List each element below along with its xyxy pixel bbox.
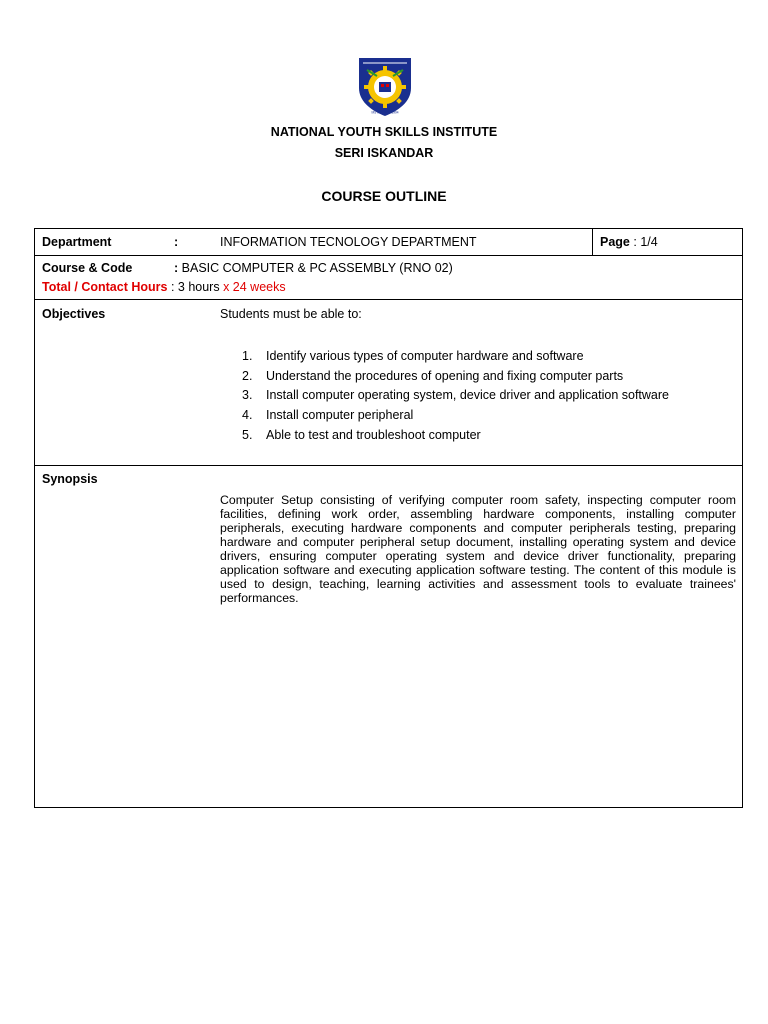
- course-code-value-line: [174, 261, 453, 275]
- contact-hours-line: [42, 280, 286, 294]
- department-separator: :: [174, 235, 179, 249]
- course-code-separator: :: [174, 261, 179, 275]
- objectives-intro: Students must be able to:: [220, 307, 362, 321]
- row-divider: [35, 465, 742, 466]
- department-label: Department: [42, 235, 112, 249]
- row-divider: [35, 255, 742, 256]
- synopsis-label: Synopsis: [42, 472, 98, 486]
- contact-hours-value: 3 hours: [174, 280, 220, 294]
- course-code-label: Course & Code: [42, 261, 133, 275]
- institute-name: NATIONAL YOUTH SKILLS INSTITUTE: [270, 125, 498, 139]
- contact-hours-weeks: x 24 weeks: [219, 280, 286, 294]
- page-indicator: [600, 235, 658, 249]
- document-title: COURSE OUTLINE: [321, 188, 447, 204]
- page-label: Page: [600, 235, 630, 249]
- course-outline-table: [34, 228, 743, 808]
- objectives-list: [220, 347, 669, 445]
- institute-location: SERI ISKANDAR: [334, 146, 434, 160]
- contact-hours-separator: :: [167, 280, 175, 294]
- objective-item: 5. Able to test and troubleshoot computer: [242, 427, 481, 442]
- objective-item: 4. Install computer peripheral: [242, 408, 414, 423]
- svg-text:MS ISO 9002:1994: MS ISO 9002:1994: [371, 110, 399, 115]
- course-code-value: BASIC COMPUTER & PC ASSEMBLY (RNO 02): [178, 261, 453, 275]
- contact-hours-label: Total / Contact Hours: [42, 280, 168, 294]
- page-separator: :: [633, 235, 637, 249]
- row-divider: [35, 299, 742, 300]
- page-cell-divider: [592, 229, 593, 255]
- objective-item: 1. Identify various types of computer hardware and software: [242, 349, 584, 363]
- institute-crest-icon: [355, 56, 415, 118]
- department-value: INFORMATION TECNOLOGY DEPARTMENT: [220, 235, 477, 249]
- page-value: 1/4: [640, 235, 658, 249]
- objective-item: 3. Install computer operating system, device driver and application software: [242, 388, 669, 403]
- objective-item: 2. Understand the procedures of opening and fixing computer parts: [242, 368, 624, 383]
- objectives-label: Objectives: [42, 307, 106, 321]
- synopsis-text: Computer Setup consisting of verifying computer room safety, inspecting computer room facilities, defining work order, assembling hardware components, installing computer peripherals, executing hardware components and computer peripherals testing, preparing hardware and computer peripheral setup document, installing operating system and device drivers, ensuring computer operating system and device driver functionality, preparing application software and executing application software testing. The content of this module is used to design, teaching, learning activities and assessment tools to evaluate trainees' performances.: [220, 493, 736, 605]
